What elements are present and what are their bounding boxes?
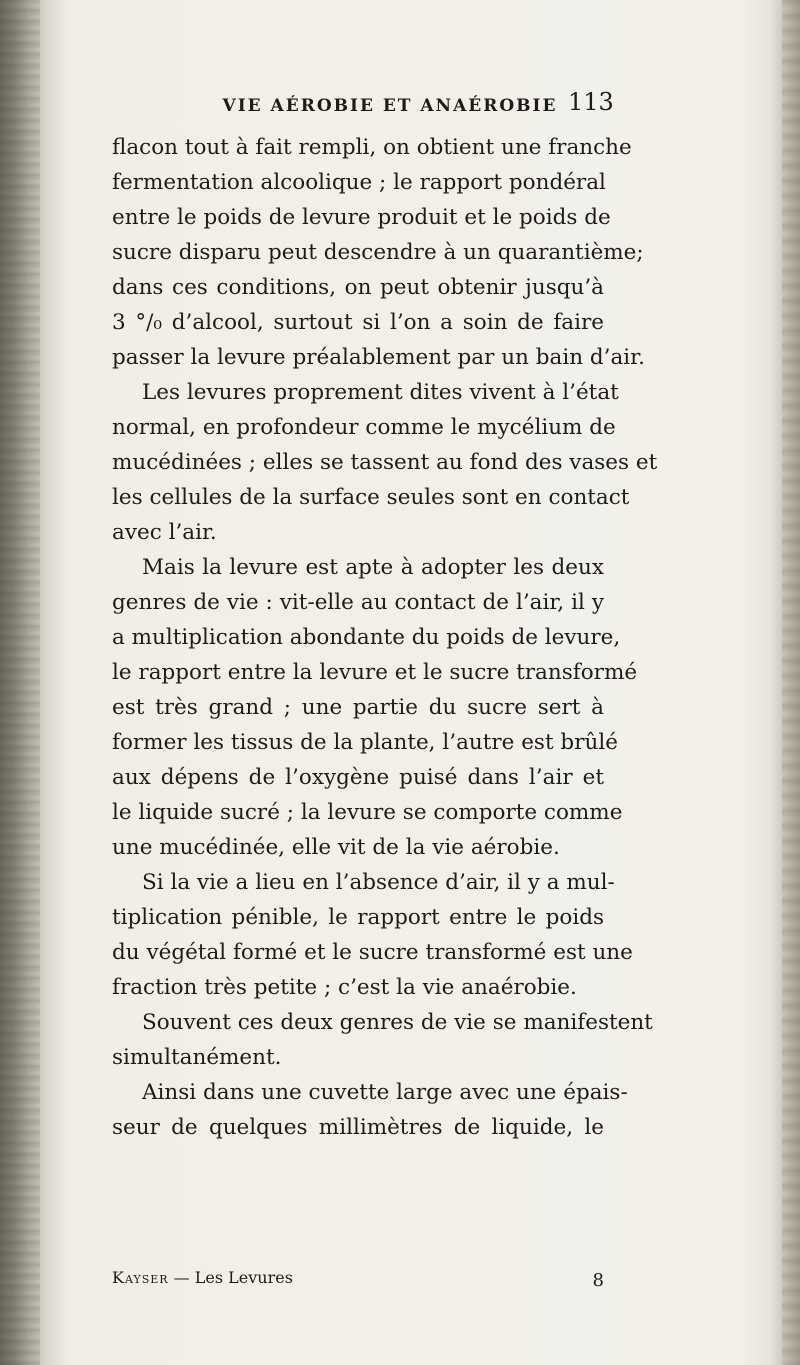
text-line: a multiplication abondante du poids de levure, <box>112 625 621 650</box>
footer-separator: — <box>173 1268 190 1287</box>
text-line: est très grand ; une partie du sucre sert à <box>112 695 604 720</box>
signature-mark: 8 <box>592 1270 604 1291</box>
text-line: dans ces conditions, on peut obtenir jusqu’à <box>112 275 604 300</box>
text-line: Si la vie a lieu en l’absence d’air, il y a mul- <box>142 870 615 895</box>
text-line: les cellules de la surface seules sont en contact <box>112 485 630 510</box>
text-line: mucédinées ; elles se tassent au fond des vases et <box>112 450 658 475</box>
text-line: aux dépens de l’oxygène puisé dans l’air et <box>112 765 604 790</box>
text-line: le liquide sucré ; la levure se comporte comme <box>112 800 623 825</box>
text-line: former les tissus de la plante, l’autre est brûlé <box>112 730 618 755</box>
text-line: avec l’air. <box>112 520 217 545</box>
page-number: 113 <box>568 88 614 116</box>
text-line: Souvent ces deux genres de vie se manifestent <box>142 1010 653 1035</box>
body-text <box>112 130 658 1145</box>
text-line: du végétal formé et le sucre transformé est une <box>112 940 633 965</box>
text-line: fraction très petite ; c’est la vie anaérobie. <box>112 975 577 1000</box>
text-line: sucre disparu peut descendre à un quarantième; <box>112 240 644 265</box>
text-line: normal, en profondeur comme le mycélium de <box>112 415 616 440</box>
page-binding-shadow <box>0 0 40 1365</box>
text-line: une mucédinée, elle vit de la vie aérobie. <box>112 835 560 860</box>
text-line: Mais la levure est apte à adopter les deux <box>142 555 604 580</box>
page-edge <box>782 0 800 1365</box>
text-line: genres de vie : vit-elle au contact de l’air, il y <box>112 590 604 615</box>
text-line: fermentation alcoolique ; le rapport pondéral <box>112 170 606 195</box>
running-title: VIE AÉROBIE ET ANAÉROBIE <box>222 96 558 116</box>
footer-author: Kayser <box>112 1268 169 1287</box>
text-line: entre le poids de levure produit et le poids de <box>112 205 611 230</box>
text-line: Ainsi dans une cuvette large avec une épais- <box>142 1080 628 1105</box>
footer-book-title: Les Levures <box>194 1268 293 1287</box>
text-line: 3 °/₀ d’alcool, surtout si l’on a soin de faire <box>112 310 604 335</box>
text-line: le rapport entre la levure et le sucre transformé <box>112 660 638 685</box>
text-line: passer la levure préalablement par un bain d’air. <box>112 345 645 370</box>
text-line: seur de quelques millimètres de liquide, le <box>112 1115 604 1140</box>
text-line: Les levures proprement dites vivent à l’état <box>142 380 619 405</box>
text-line: simultanément. <box>112 1045 282 1070</box>
text-line: tiplication pénible, le rapport entre le poids <box>112 905 604 930</box>
page-footer <box>112 1268 604 1291</box>
text-line: flacon tout à fait rempli, on obtient une franche <box>112 135 632 160</box>
